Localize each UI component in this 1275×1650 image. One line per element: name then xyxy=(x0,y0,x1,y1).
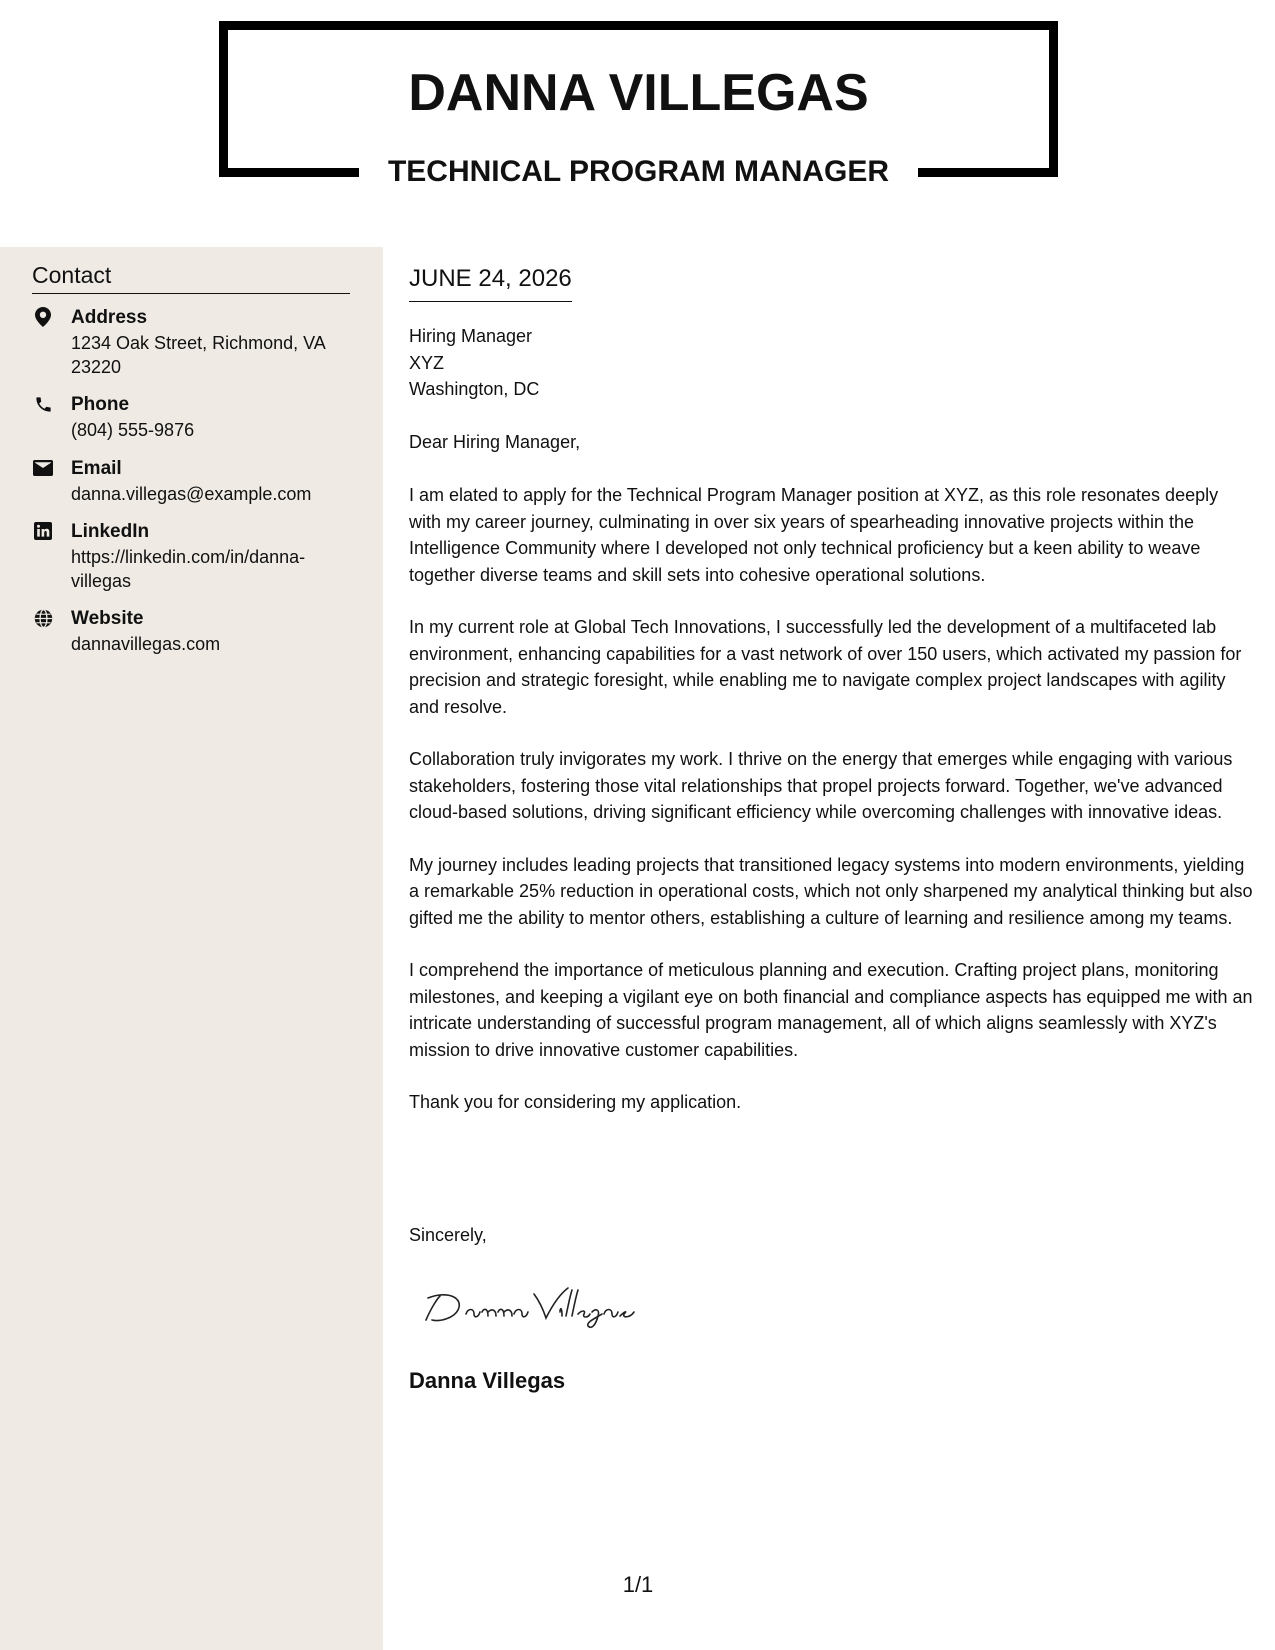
phone-value: (804) 555-9876 xyxy=(71,420,195,440)
paragraph: I comprehend the importance of meticulous planning and execution. Crafting project plans, monitoring milestones, and keeping a vigilant eye on both financial and compliance aspects has equipped me with an intricate understanding of successful program management, all of which aligns seamlessly with XYZ's mission to drive innovative customer capabilities. xyxy=(409,960,1253,1060)
paragraph: Collaboration truly invigorates my work. I thrive on the energy that emerges while engaging with various stakeholders, fostering those vital relationships that propel projects forward. Together, we've advanced cloud-based solutions, driving significant efficiency while overcoming challenges with innovative ideas. xyxy=(409,749,1233,822)
page-number: 1/1 xyxy=(622,1572,654,1597)
closing: Sincerely, xyxy=(409,1225,487,1245)
linkedin-label: LinkedIn xyxy=(71,521,150,542)
recipient-location: Washington, DC xyxy=(409,379,540,399)
handwritten-signature xyxy=(418,1276,658,1336)
address-value: 1234 Oak Street, Richmond, VA 23220 xyxy=(71,333,325,377)
contact-heading: Contact xyxy=(32,259,350,294)
linkedin-value[interactable]: https://linkedin.com/in/danna-villegas xyxy=(71,547,306,591)
envelope-icon xyxy=(32,457,54,479)
paragraph: Thank you for considering my application. xyxy=(409,1092,742,1112)
map-pin-icon xyxy=(32,306,54,328)
globe-icon xyxy=(32,607,54,629)
email-value: danna.villegas@example.com xyxy=(71,484,312,504)
recipient-block xyxy=(409,323,1254,403)
paragraph: My journey includes leading projects that transitioned legacy systems into modern environments, yielding a remarkable 25% reduction in operational costs, which not only sharpened my analytical thinking but also gifted me the ability to mentor others, establishing a culture of learning and resilience among my teams. xyxy=(409,854,1253,928)
website-label: Website xyxy=(71,608,144,629)
phone-icon xyxy=(32,393,54,415)
job-title: TECHNICAL PROGRAM MANAGER xyxy=(387,155,890,188)
letter-date: JUNE 24, 2026 xyxy=(409,263,572,302)
recipient-company: XYZ xyxy=(409,352,445,373)
email-label: Email xyxy=(71,458,122,479)
recipient-name: Hiring Manager xyxy=(409,326,533,346)
signed-name: Danna Villegas xyxy=(409,1368,566,1393)
website-value[interactable]: dannavillegas.com xyxy=(71,634,221,654)
phone-label: Phone xyxy=(71,394,130,415)
frame-top-bar xyxy=(219,21,1058,30)
address-label: Address xyxy=(71,307,148,328)
paragraph: I am elated to apply for the Technical Program Manager position at XYZ, as this role resonates deeply with my career journey, culminating in over six years of spearheading innovative projects within the Intelligence Community where I developed not only technical proficiency but a keen ability to weave together diverse teams and skill sets into cohesive operational solutions. xyxy=(409,485,1219,585)
salutation: Dear Hiring Manager, xyxy=(409,432,581,452)
candidate-name: DANNA VILLEGAS xyxy=(408,64,869,122)
linkedin-icon xyxy=(32,520,54,542)
letter-body xyxy=(409,482,1254,1142)
contact-sidebar xyxy=(0,247,383,1650)
paragraph: In my current role at Global Tech Innovations, I successfully led the development of a multifaceted lab environment, enhancing capabilities for a vast network of over 150 users, which activated my passion for precision and strategic foresight, while enabling me to navigate complex project landscapes with agility and resolve. xyxy=(409,617,1242,717)
